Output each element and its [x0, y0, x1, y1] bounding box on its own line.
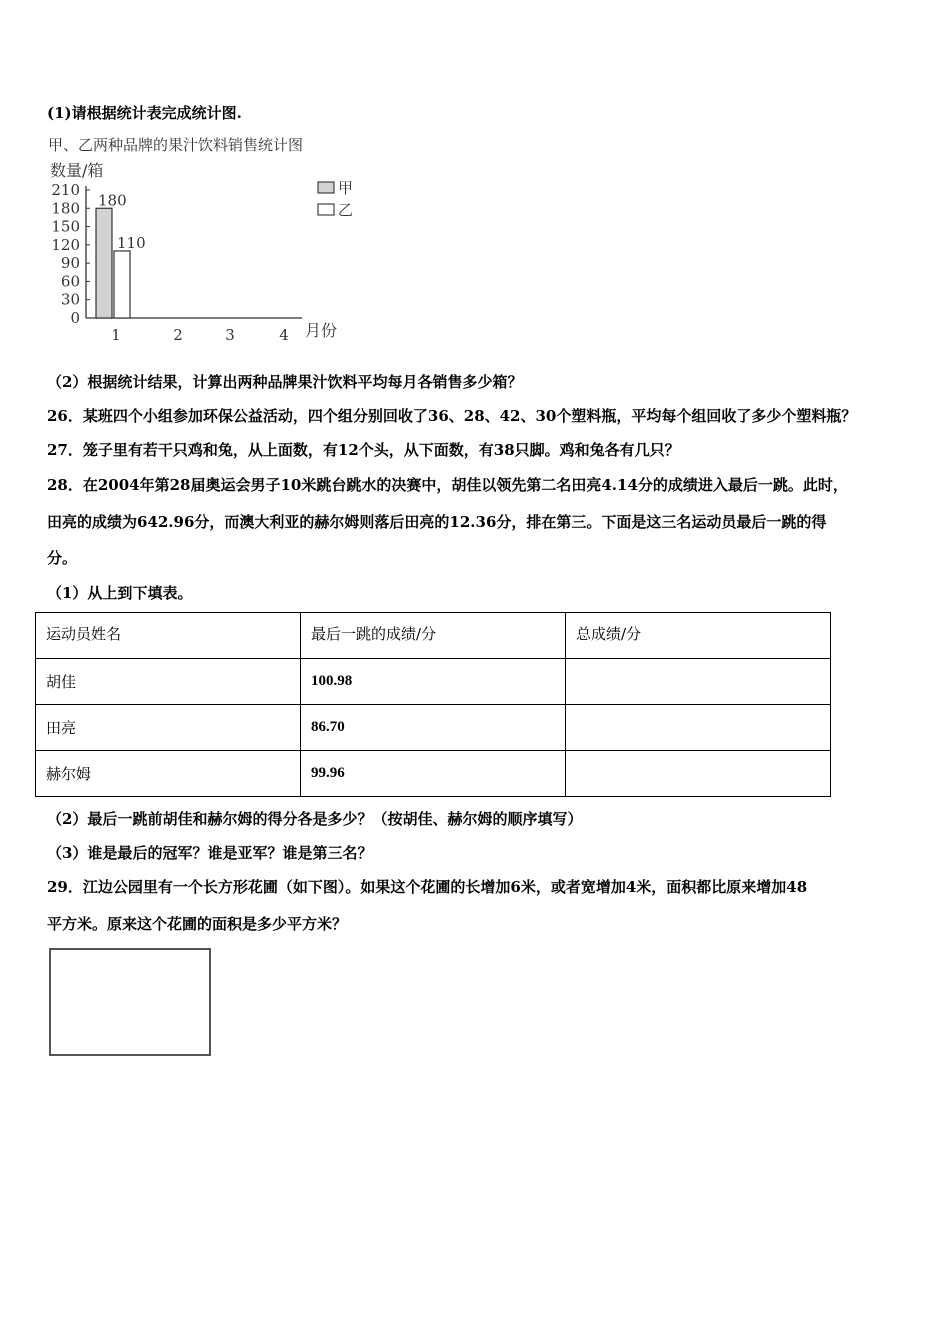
bar-yi — [114, 251, 130, 318]
question-25-part2: （2）根据统计结果，计算出两种品牌果汁饮料平均每月各销售多少箱？ — [47, 373, 523, 391]
x-tick-label: 4 — [279, 326, 289, 344]
legend-swatch — [318, 182, 334, 193]
question-28-line3: 分。 — [47, 549, 78, 567]
y-tick-label: 90 — [60, 254, 80, 273]
y-tick-label: 150 — [51, 217, 80, 236]
y-tick-label: 210 — [51, 181, 80, 199]
table-header-cell: 最后一跳的成绩/分 — [301, 613, 566, 659]
athlete-name: 田亮 — [36, 705, 301, 751]
bar-jia — [96, 208, 112, 318]
question-29-line2: 平方米。原来这个花圃的面积是多少平方米？ — [47, 915, 348, 933]
table-row — [36, 705, 831, 751]
question-28-sub1: （1）从上到下填表。 — [47, 584, 193, 602]
rectangle-garden-figure — [49, 948, 211, 1056]
total-score-blank[interactable] — [566, 751, 831, 797]
x-tick-label: 2 — [173, 326, 183, 344]
question-25-part1: (1)请根据统计表完成统计图. — [47, 104, 242, 122]
table-header-cell: 总成绩/分 — [566, 613, 831, 659]
question-28-line2: 田亮的成绩为642.96分，而澳大利亚的赫尔姆则落后田亮的12.36分，排在第三。下面是这三名运动员最后一跳的得 — [47, 513, 827, 531]
question-26: 26．某班四个小组参加环保公益活动，四个组分别回收了36、28、42、30个塑料瓶，平均每个组回收了多少个塑料瓶？ — [47, 407, 857, 425]
question-27: 27．笼子里有若干只鸡和兔，从上面数，有12个头，从下面数，有38只脚。鸡和兔各有几只？ — [47, 441, 680, 459]
legend-label: 乙 — [338, 201, 354, 219]
x-tick-labels — [111, 326, 289, 344]
table-header-row — [36, 613, 831, 659]
y-tick-label: 60 — [60, 272, 80, 291]
table-row — [36, 751, 831, 797]
total-score-blank[interactable] — [566, 659, 831, 705]
y-tick-label: 0 — [70, 309, 80, 327]
y-tick-label: 30 — [60, 290, 80, 309]
x-tick-label: 1 — [111, 326, 121, 344]
question-29-line1: 29．江边公园里有一个长方形花圃（如下图）。如果这个花圃的长增加6米，或者宽增加4米，面积都比原来增加48 — [47, 878, 808, 896]
chart-bars — [96, 191, 146, 318]
x-tick-label: 3 — [225, 326, 235, 344]
question-28-line1: 28．在2004年第28届奥运会男子10米跳台跳水的决赛中，胡佳以领先第二名田亮4.14分的成绩进入最后一跳。此时， — [47, 476, 848, 494]
chart-title: 甲、乙两种品牌的果汁饮料销售统计图 — [48, 136, 304, 154]
data-label: 180 — [98, 191, 127, 210]
legend-label: 甲 — [338, 179, 354, 197]
last-jump-score: 99.96 — [301, 751, 566, 797]
chart-legend — [318, 179, 353, 219]
y-tick-labels — [51, 181, 90, 327]
x-axis-label: 月份 — [305, 321, 338, 340]
y-tick-label: 120 — [51, 235, 80, 254]
table-header-cell: 运动员姓名 — [36, 613, 301, 659]
y-axis-label: 数量/箱 — [50, 161, 104, 180]
last-jump-score: 86.70 — [301, 705, 566, 751]
question-28-sub3: （3）谁是最后的冠军？谁是亚军？谁是第三名？ — [47, 844, 373, 862]
last-jump-score: 100.98 — [301, 659, 566, 705]
table-row — [36, 659, 831, 705]
y-tick-label: 180 — [51, 199, 80, 218]
question-28-sub2: （2）最后一跳前胡佳和赫尔姆的得分各是多少？（按胡佳、赫尔姆的顺序填写） — [47, 810, 583, 828]
total-score-blank[interactable] — [566, 705, 831, 751]
athlete-name: 赫尔姆 — [36, 751, 301, 797]
data-label: 110 — [117, 233, 146, 252]
bar-chart — [40, 128, 380, 348]
legend-swatch — [318, 204, 334, 215]
athlete-name: 胡佳 — [36, 659, 301, 705]
score-table — [35, 612, 831, 797]
